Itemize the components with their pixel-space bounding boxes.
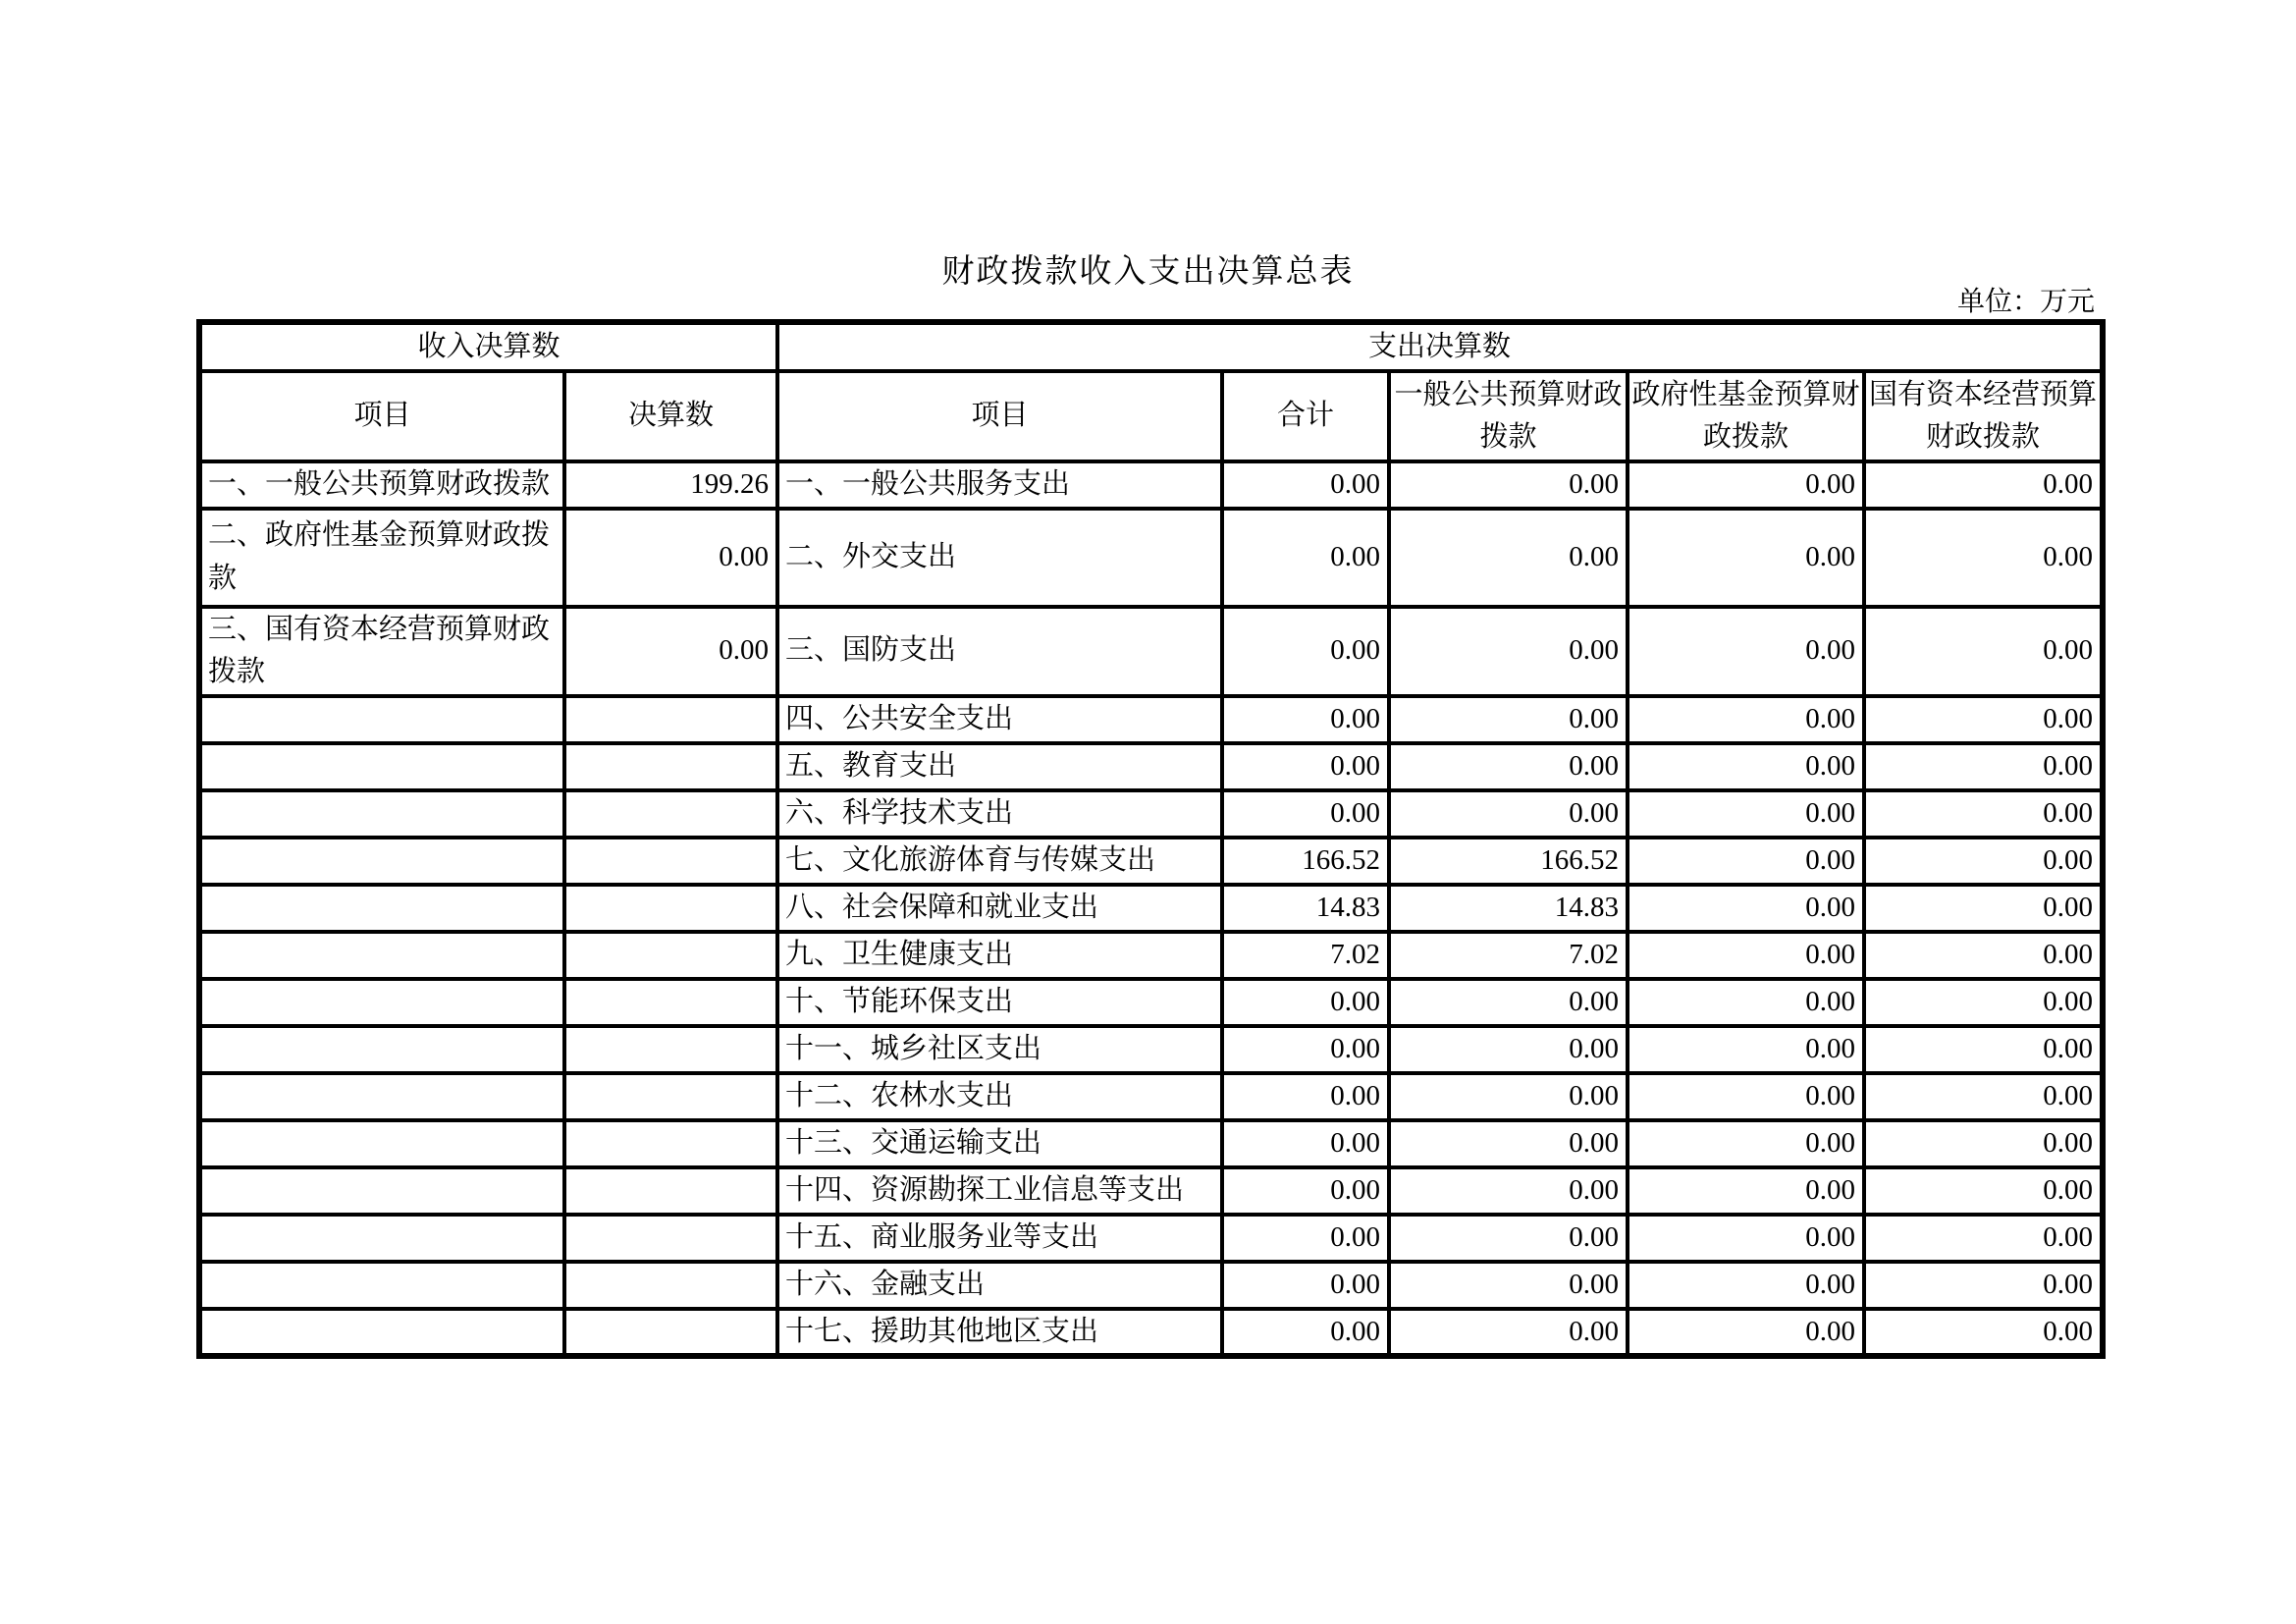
unit-label: 单位：万元 — [1956, 287, 2095, 317]
expense-general-budget-cell: 0.00 — [1389, 979, 1628, 1026]
expense-general-budget-cell: 0.00 — [1389, 1167, 1628, 1215]
expense-total-cell: 14.83 — [1222, 885, 1389, 932]
table-row — [199, 461, 2103, 509]
expense-govt-fund-cell: 0.00 — [1628, 1215, 1864, 1262]
expense-item-cell: 十七、援助其他地区支出 — [777, 1309, 1222, 1357]
income-item-cell — [199, 743, 564, 790]
expense-item-cell: 十一、城乡社区支出 — [777, 1026, 1222, 1073]
expense-govt-fund-cell: 0.00 — [1628, 461, 1864, 509]
table-row — [199, 979, 2103, 1026]
expense-item-cell: 一、一般公共服务支出 — [777, 461, 1222, 509]
expense-state-capital-cell: 0.00 — [1864, 1262, 2103, 1309]
table-row — [199, 743, 2103, 790]
expense-total-cell: 0.00 — [1222, 743, 1389, 790]
table-row — [199, 1120, 2103, 1167]
col-header-state-capital: 国有资本经营预算财政拨款 — [1864, 371, 2103, 461]
table-body — [199, 461, 2103, 1356]
income-amount-cell — [564, 979, 777, 1026]
expense-total-cell: 0.00 — [1222, 1026, 1389, 1073]
col-header-income-item: 项目 — [199, 371, 564, 461]
expense-item-cell: 二、外交支出 — [777, 509, 1222, 607]
table-row — [199, 1167, 2103, 1215]
income-section-header: 收入决算数 — [199, 322, 777, 371]
income-item-cell — [199, 1026, 564, 1073]
income-amount-cell — [564, 838, 777, 885]
table-row — [199, 1262, 2103, 1309]
expense-govt-fund-cell: 0.00 — [1628, 885, 1864, 932]
expense-total-cell: 0.00 — [1222, 509, 1389, 607]
expense-govt-fund-cell: 0.00 — [1628, 607, 1864, 696]
expense-general-budget-cell: 0.00 — [1389, 461, 1628, 509]
expense-general-budget-cell: 0.00 — [1389, 790, 1628, 838]
expense-section-header: 支出决算数 — [777, 322, 2103, 371]
expense-state-capital-cell: 0.00 — [1864, 790, 2103, 838]
income-item-cell: 一、一般公共预算财政拨款 — [199, 461, 564, 509]
income-amount-cell — [564, 1026, 777, 1073]
income-amount-cell: 0.00 — [564, 509, 777, 607]
income-amount-cell — [564, 696, 777, 743]
expense-total-cell: 0.00 — [1222, 696, 1389, 743]
expense-total-cell: 0.00 — [1222, 1262, 1389, 1309]
col-header-expense-total: 合计 — [1222, 371, 1389, 461]
column-header-row — [199, 371, 2103, 461]
table-row — [199, 1073, 2103, 1120]
expense-item-cell: 七、文化旅游体育与传媒支出 — [777, 838, 1222, 885]
col-header-income-amount: 决算数 — [564, 371, 777, 461]
income-item-cell — [199, 1262, 564, 1309]
expense-state-capital-cell: 0.00 — [1864, 838, 2103, 885]
expense-general-budget-cell: 166.52 — [1389, 838, 1628, 885]
expense-govt-fund-cell: 0.00 — [1628, 509, 1864, 607]
expense-total-cell: 0.00 — [1222, 790, 1389, 838]
page-title: 财政拨款收入支出决算总表 — [941, 254, 1355, 290]
income-item-cell — [199, 932, 564, 979]
expense-govt-fund-cell: 0.00 — [1628, 1309, 1864, 1357]
expense-general-budget-cell: 0.00 — [1389, 1073, 1628, 1120]
table-row — [199, 838, 2103, 885]
table-row — [199, 696, 2103, 743]
income-amount-cell — [564, 743, 777, 790]
expense-total-cell: 0.00 — [1222, 461, 1389, 509]
expense-item-cell: 十、节能环保支出 — [777, 979, 1222, 1026]
expense-state-capital-cell: 0.00 — [1864, 509, 2103, 607]
expense-govt-fund-cell: 0.00 — [1628, 696, 1864, 743]
expense-total-cell: 0.00 — [1222, 1215, 1389, 1262]
expense-total-cell: 0.00 — [1222, 607, 1389, 696]
expense-general-budget-cell: 0.00 — [1389, 1026, 1628, 1073]
income-item-cell — [199, 838, 564, 885]
income-item-cell — [199, 1167, 564, 1215]
table-row — [199, 1309, 2103, 1357]
expense-total-cell: 0.00 — [1222, 979, 1389, 1026]
income-item-cell — [199, 1309, 564, 1357]
expense-state-capital-cell: 0.00 — [1864, 1120, 2103, 1167]
expense-general-budget-cell: 0.00 — [1389, 743, 1628, 790]
income-amount-cell — [564, 790, 777, 838]
expense-state-capital-cell: 0.00 — [1864, 1073, 2103, 1120]
expense-govt-fund-cell: 0.00 — [1628, 790, 1864, 838]
expense-item-cell: 十二、农林水支出 — [777, 1073, 1222, 1120]
income-amount-cell — [564, 1215, 777, 1262]
expense-item-cell: 十六、金融支出 — [777, 1262, 1222, 1309]
expense-state-capital-cell: 0.00 — [1864, 607, 2103, 696]
expense-item-cell: 十三、交通运输支出 — [777, 1120, 1222, 1167]
expense-general-budget-cell: 0.00 — [1389, 1120, 1628, 1167]
col-header-expense-item: 项目 — [777, 371, 1222, 461]
expense-general-budget-cell: 0.00 — [1389, 696, 1628, 743]
expense-govt-fund-cell: 0.00 — [1628, 1120, 1864, 1167]
income-item-cell: 二、政府性基金预算财政拨款 — [199, 509, 564, 607]
expense-govt-fund-cell: 0.00 — [1628, 1262, 1864, 1309]
expense-item-cell: 十五、商业服务业等支出 — [777, 1215, 1222, 1262]
col-header-general-budget: 一般公共预算财政拨款 — [1389, 371, 1628, 461]
income-item-cell — [199, 1120, 564, 1167]
expense-item-cell: 十四、资源勘探工业信息等支出 — [777, 1167, 1222, 1215]
income-amount-cell — [564, 1073, 777, 1120]
expense-general-budget-cell: 0.00 — [1389, 1215, 1628, 1262]
expense-item-cell: 九、卫生健康支出 — [777, 932, 1222, 979]
income-item-cell — [199, 979, 564, 1026]
expense-total-cell: 166.52 — [1222, 838, 1389, 885]
expense-state-capital-cell: 0.00 — [1864, 1215, 2103, 1262]
expense-general-budget-cell: 0.00 — [1389, 607, 1628, 696]
table-row — [199, 790, 2103, 838]
income-item-cell — [199, 696, 564, 743]
col-header-govt-fund: 政府性基金预算财政拨款 — [1628, 371, 1864, 461]
table-row — [199, 932, 2103, 979]
expense-general-budget-cell: 14.83 — [1389, 885, 1628, 932]
expense-govt-fund-cell: 0.00 — [1628, 979, 1864, 1026]
income-amount-cell — [564, 885, 777, 932]
expense-general-budget-cell: 0.00 — [1389, 509, 1628, 607]
expense-govt-fund-cell: 0.00 — [1628, 743, 1864, 790]
income-item-cell — [199, 1215, 564, 1262]
table-row — [199, 607, 2103, 696]
expense-state-capital-cell: 0.00 — [1864, 1026, 2103, 1073]
table-row — [199, 509, 2103, 607]
expense-total-cell: 7.02 — [1222, 932, 1389, 979]
income-amount-cell — [564, 1120, 777, 1167]
expense-item-cell: 三、国防支出 — [777, 607, 1222, 696]
expense-govt-fund-cell: 0.00 — [1628, 932, 1864, 979]
income-amount-cell — [564, 1167, 777, 1215]
expense-general-budget-cell: 7.02 — [1389, 932, 1628, 979]
income-amount-cell: 199.26 — [564, 461, 777, 509]
expense-state-capital-cell: 0.00 — [1864, 979, 2103, 1026]
final-accounts-table — [196, 319, 2106, 1359]
expense-state-capital-cell: 0.00 — [1864, 743, 2103, 790]
income-amount-cell — [564, 932, 777, 979]
income-item-cell — [199, 1073, 564, 1120]
expense-item-cell: 六、科学技术支出 — [777, 790, 1222, 838]
expense-total-cell: 0.00 — [1222, 1120, 1389, 1167]
expense-total-cell: 0.00 — [1222, 1167, 1389, 1215]
section-header-row — [199, 322, 2103, 371]
expense-govt-fund-cell: 0.00 — [1628, 1167, 1864, 1215]
table-row — [199, 1215, 2103, 1262]
income-item-cell: 三、国有资本经营预算财政拨款 — [199, 607, 564, 696]
expense-item-cell: 八、社会保障和就业支出 — [777, 885, 1222, 932]
expense-total-cell: 0.00 — [1222, 1073, 1389, 1120]
expense-total-cell: 0.00 — [1222, 1309, 1389, 1357]
table-row — [199, 885, 2103, 932]
income-amount-cell — [564, 1309, 777, 1357]
expense-govt-fund-cell: 0.00 — [1628, 1026, 1864, 1073]
expense-state-capital-cell: 0.00 — [1864, 461, 2103, 509]
income-amount-cell — [564, 1262, 777, 1309]
table-header — [199, 322, 2103, 461]
expense-state-capital-cell: 0.00 — [1864, 1167, 2103, 1215]
expense-general-budget-cell: 0.00 — [1389, 1262, 1628, 1309]
income-item-cell — [199, 790, 564, 838]
expense-state-capital-cell: 0.00 — [1864, 932, 2103, 979]
expense-item-cell: 四、公共安全支出 — [777, 696, 1222, 743]
expense-state-capital-cell: 0.00 — [1864, 885, 2103, 932]
expense-state-capital-cell: 0.00 — [1864, 1309, 2103, 1357]
expense-govt-fund-cell: 0.00 — [1628, 1073, 1864, 1120]
expense-state-capital-cell: 0.00 — [1864, 696, 2103, 743]
income-item-cell — [199, 885, 564, 932]
expense-govt-fund-cell: 0.00 — [1628, 838, 1864, 885]
expense-item-cell: 五、教育支出 — [777, 743, 1222, 790]
table-row — [199, 1026, 2103, 1073]
income-amount-cell: 0.00 — [564, 607, 777, 696]
expense-general-budget-cell: 0.00 — [1389, 1309, 1628, 1357]
